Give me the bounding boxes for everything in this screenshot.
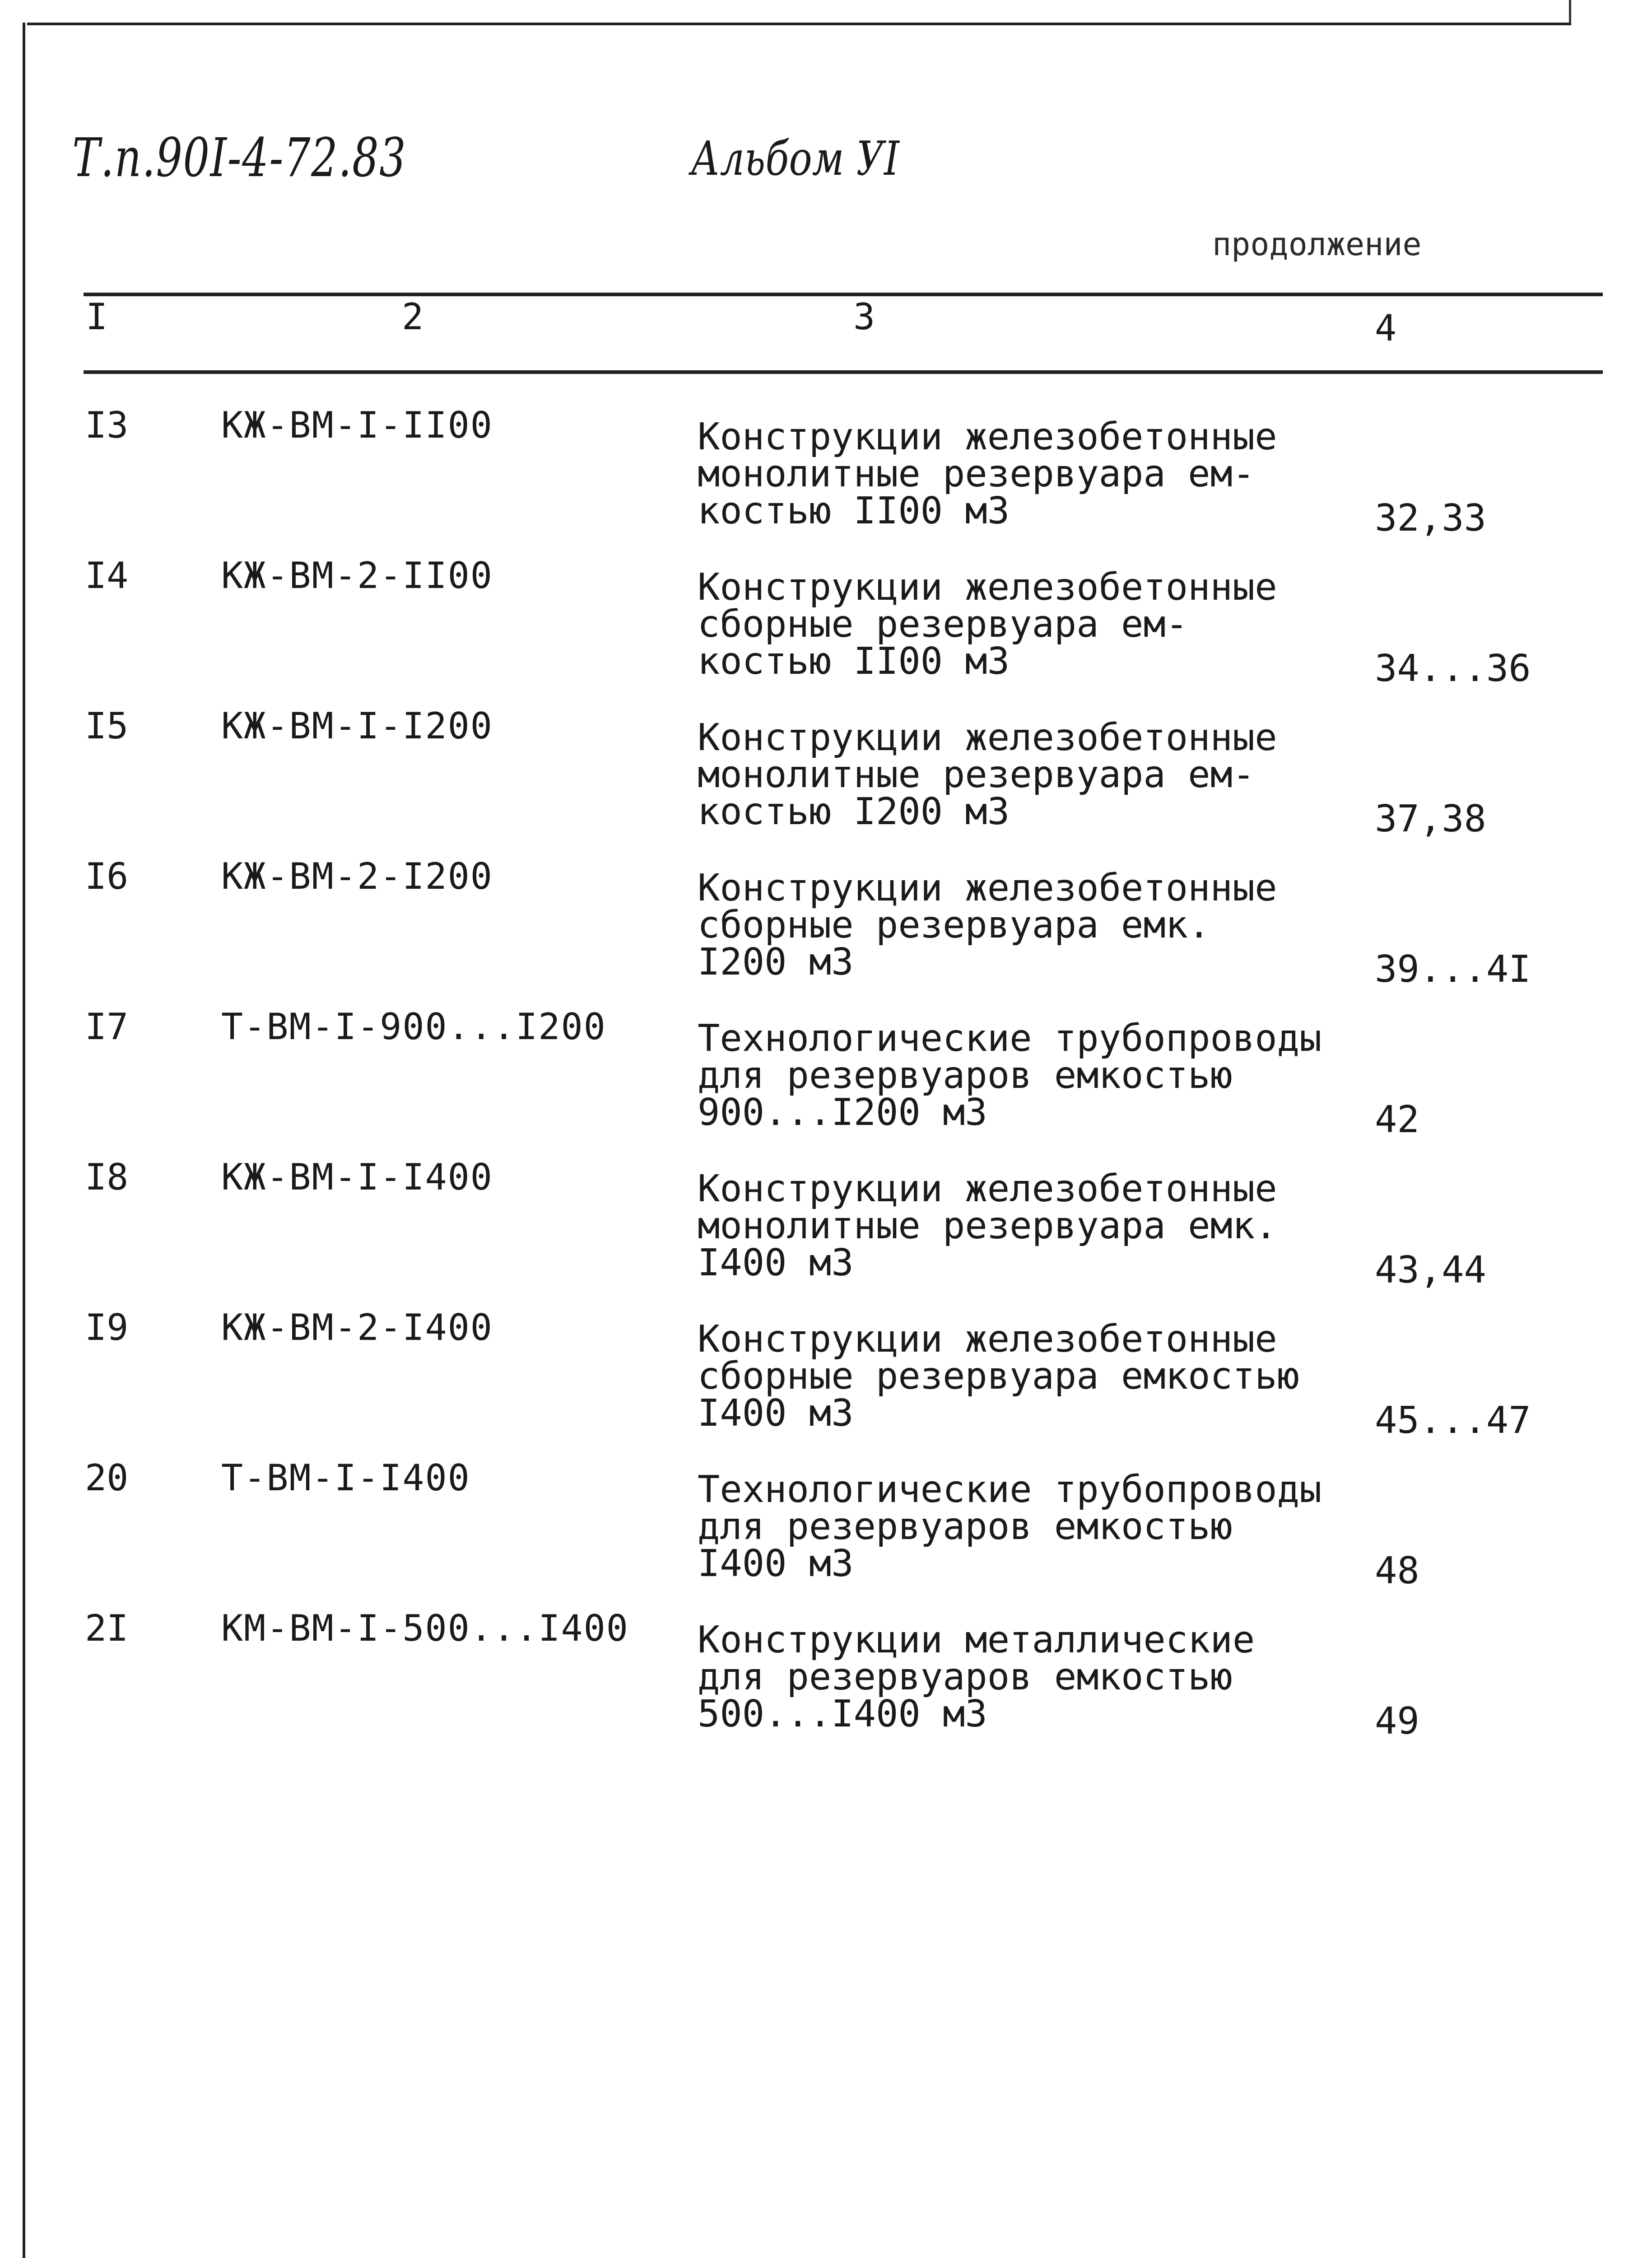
drawing-title: Конструкции железобетонные монолитные резервуара ем- костью I200 м3 (698, 716, 1277, 833)
drawing-code: КЖ-ВМ-I-I400 (221, 1156, 493, 1198)
row-number: I6 (85, 855, 129, 897)
page-range: 32,33 (1375, 497, 1486, 540)
table-row (0, 404, 1652, 553)
column-number-2: 2 (402, 296, 424, 338)
drawing-title: Конструкции железобетонные монолитные резервуара ем- костью II00 м3 (698, 415, 1277, 532)
row-number: I9 (85, 1306, 129, 1348)
column-number-3: 3 (853, 296, 875, 338)
row-number: I3 (85, 404, 129, 446)
document-code: Т.п.90I-4-72.83 (72, 126, 407, 189)
drawing-code: Т-ВМ-I-I400 (221, 1457, 470, 1499)
drawing-code: КЖ-ВМ-I-II00 (221, 404, 493, 446)
drawing-code: Т-ВМ-I-900...I200 (221, 1006, 606, 1048)
drawing-code: КЖ-ВМ-2-II00 (221, 555, 493, 597)
column-number-4: 4 (1375, 307, 1397, 349)
drawing-title: Конструкции железобетонные сборные резервуара емкостью I400 м3 (698, 1318, 1299, 1435)
album-label: Альбом УI (691, 131, 899, 186)
page-range: 42 (1375, 1098, 1419, 1141)
row-number: 2I (85, 1607, 129, 1649)
column-number-1: I (86, 296, 108, 338)
table-row (0, 855, 1652, 1004)
table-row (0, 555, 1652, 704)
row-number: I8 (85, 1156, 129, 1198)
drawing-title: Конструкции железобетонные монолитные резервуара емк. I400 м3 (698, 1167, 1277, 1284)
row-number: I4 (85, 555, 129, 597)
table-row (0, 705, 1652, 854)
table-row (0, 1607, 1652, 1756)
continuation-label: продолжение (1212, 226, 1422, 263)
table-row (0, 1156, 1652, 1305)
page-range: 37,38 (1375, 798, 1486, 840)
drawing-code: КЖ-ВМ-2-I400 (221, 1306, 493, 1348)
drawing-title: Конструкции металлические для резервуаров емкостью 500...I400 м3 (698, 1619, 1255, 1735)
row-number: I5 (85, 705, 129, 747)
table-row (0, 1006, 1652, 1155)
page-range: 45...47 (1375, 1399, 1531, 1442)
page-range: 43,44 (1375, 1249, 1486, 1292)
top-border (27, 23, 1571, 25)
table-row (0, 1457, 1652, 1606)
drawing-title: Технологические трубопроводы для резервуаров емкостью 900...I200 м3 (698, 1017, 1322, 1134)
row-number: I7 (85, 1006, 129, 1048)
drawing-code: КМ-ВМ-I-500...I400 (221, 1607, 629, 1649)
drawing-code: КЖ-ВМ-2-I200 (221, 855, 493, 897)
drawing-title: Конструкции железобетонные сборные резервуара емк. I200 м3 (698, 867, 1277, 984)
page-range: 48 (1375, 1549, 1419, 1592)
page-range: 49 (1375, 1700, 1419, 1743)
header-top-rule (84, 293, 1603, 296)
drawing-code: КЖ-ВМ-I-I200 (221, 705, 493, 747)
drawing-title: Конструкции железобетонные сборные резервуара ем- костью II00 м3 (698, 566, 1277, 683)
row-number: 20 (85, 1457, 129, 1499)
table-row (0, 1306, 1652, 1456)
page-range: 34...36 (1375, 647, 1531, 690)
page-range: 39...4I (1375, 948, 1531, 991)
drawing-title: Технологические трубопроводы для резервуаров емкостью I400 м3 (698, 1468, 1322, 1585)
header-bottom-rule (84, 370, 1603, 374)
right-edge-mark (1569, 0, 1571, 23)
